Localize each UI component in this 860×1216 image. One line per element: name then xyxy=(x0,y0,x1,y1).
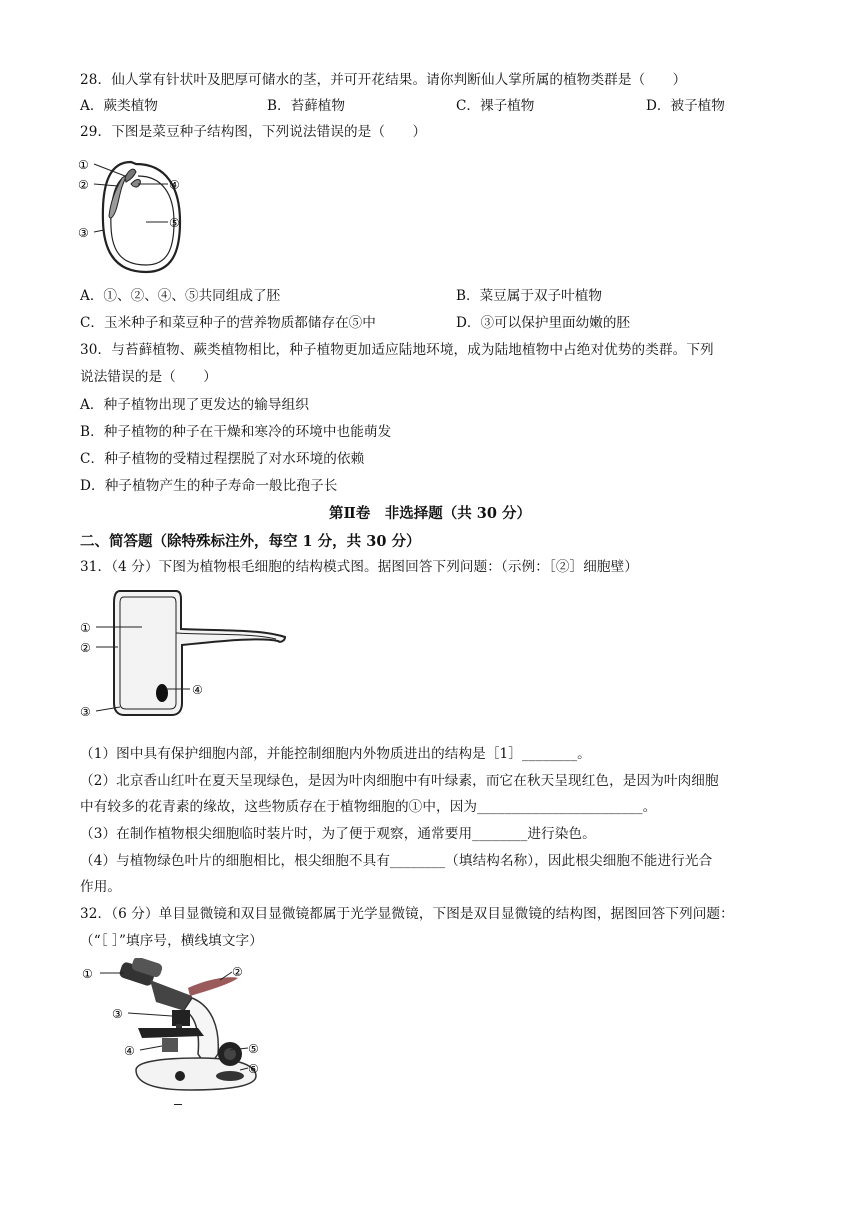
cell-label-4: ④ xyxy=(192,683,203,697)
microscope-label-2: ② xyxy=(232,965,243,979)
section-two-heading: 二、简答题（除特殊标注外，每空 1 分，共 30 分） xyxy=(80,533,421,550)
question-32-stem-line2: （“［ ］”填序号，横线填文字） xyxy=(80,933,263,949)
root-hair-cell-diagram xyxy=(80,585,292,725)
question-28-option-a: A．蕨类植物 xyxy=(80,98,158,114)
seed-label-4: ④ xyxy=(169,178,180,192)
microscope-label-5: ⑤ xyxy=(248,1042,259,1056)
question-31-sub-2-line1: （2）北京香山红叶在夏天呈现绿色，是因为叶肉细胞中有叶绿素，而它在秋天呈现红色，是因为叶肉细胞 xyxy=(80,773,719,789)
cell-label-2: ② xyxy=(80,641,91,655)
question-29-option-a: A．①、②、④、⑤共同组成了胚 xyxy=(80,288,281,304)
stray-mark xyxy=(174,1104,182,1105)
question-28-option-c: C．裸子植物 xyxy=(456,98,535,114)
seed-label-3: ③ xyxy=(78,226,89,240)
question-28-option-d: D．被子植物 xyxy=(646,98,725,114)
seed-label-5: ⑤ xyxy=(169,216,180,230)
question-30-stem-line1: 30．与苔藓植物、蕨类植物相比，种子植物更加适应陆地环境，成为陆地植物中占绝对优势的类群。下列 xyxy=(80,342,714,358)
microscope-label-1: ① xyxy=(82,967,93,981)
binocular-microscope-diagram xyxy=(80,958,270,1108)
part-two-title: 第Ⅱ卷 非选择题（共 30 分） xyxy=(329,505,531,522)
cell-label-3: ③ xyxy=(80,705,91,719)
question-30-option-c: C．种子植物的受精过程摆脱了对水环境的依赖 xyxy=(80,451,365,467)
question-29-option-c: C．玉米种子和菜豆种子的营养物质都储存在⑤中 xyxy=(80,315,376,331)
microscope-label-6: ⑥ xyxy=(248,1062,259,1076)
question-31-sub-1: （1）图中具有保护细胞内部，并能控制细胞内外物质进出的结构是［1］________。 xyxy=(80,746,591,762)
question-29-option-d: D．③可以保护里面幼嫩的胚 xyxy=(456,315,631,331)
bean-seed-diagram xyxy=(76,152,186,276)
question-30-option-d: D．种子植物产生的种子寿命一般比孢子长 xyxy=(80,478,338,494)
microscope-label-3: ③ xyxy=(112,1007,123,1021)
question-29-stem: 29．下图是菜豆种子结构图，下列说法错误的是（ ） xyxy=(80,124,427,140)
question-30-option-b: B．种子植物的种子在干燥和寒冷的环境中也能萌发 xyxy=(80,424,392,440)
question-31-sub-2-line2: 中有较多的花青素的缘故，这些物质存在于植物细胞的①中，因为________________________。 xyxy=(80,799,657,815)
question-30-stem-line2: 说法错误的是（ ） xyxy=(80,369,217,385)
microscope-label-4: ④ xyxy=(124,1044,135,1058)
question-31-sub-4-line1: （4）与植物绿色叶片的细胞相比，根尖细胞不具有________（填结构名称），因此根尖细胞不能进行光合 xyxy=(80,853,713,869)
seed-label-1: ① xyxy=(78,158,89,172)
question-31-stem: 31．（4 分）下图为植物根毛细胞的结构模式图。据图回答下列问题：（示例：［②］细胞壁） xyxy=(80,559,639,575)
question-31-sub-4-line2: 作用。 xyxy=(80,879,122,895)
question-31-sub-3: （3）在制作植物根尖细胞临时装片时，为了便于观察，通常要用________进行染色。 xyxy=(80,826,596,842)
question-30-option-a: A．种子植物出现了更发达的输导组织 xyxy=(80,397,310,413)
question-32-stem-line1: 32．（6 分）单目显微镜和双目显微镜都属于光学显微镜，下图是双目显微镜的结构图，据图回答下列问题： xyxy=(80,906,734,922)
question-28-option-b: B．苔藓植物 xyxy=(267,98,345,114)
question-28-stem: 28．仙人掌有针状叶及肥厚可储水的茎，并可开花结果。请你判断仙人掌所属的植物类群是（ ） xyxy=(80,72,687,88)
seed-label-2: ② xyxy=(78,178,89,192)
cell-label-1: ① xyxy=(80,621,91,635)
question-29-option-b: B．菜豆属于双子叶植物 xyxy=(456,288,602,304)
